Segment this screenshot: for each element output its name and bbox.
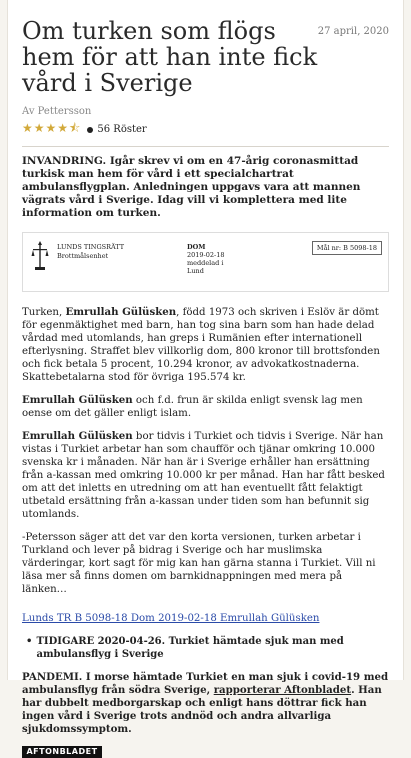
verdict-meddelad: meddelad i: [187, 259, 224, 267]
p1-name: Emrullah Gülüsken: [65, 306, 177, 318]
paragraph-5: [22, 671, 389, 736]
court-emblem-icon: [31, 239, 49, 273]
article-author[interactable]: Av Pettersson: [22, 106, 92, 117]
related-bullet[interactable]: [22, 635, 389, 661]
p5-pre: PANDEMI. I morse hämtade Turkiet en man sjuk i covid-19 med ambulansflyg från södra Sverige,: [22, 671, 389, 696]
court-document-link[interactable]: Lunds TR B 5098-18 Dom 2019-02-18 Emrullah Gülüsken: [22, 613, 320, 624]
article-title: Om turken som flögs hem för att han inte fick vård i Sverige: [22, 17, 318, 97]
rating-widget[interactable]: [22, 119, 389, 140]
aftonbladet-logo: AFTONBLADET: [22, 746, 102, 758]
p3-post: bor tidvis i Turkiet och tidvis i Sverige. När han vistas i Turkiet arbetar han som chaufför och tjänar omkring 10.000 svenska kr i månaden. När han är i Sverige erhåller han ersättning från a-kassan med omkring 10.000 kr per månad. Han har fått besked om att det inletts en utredning om att han eventuellt fått felaktigt utbetald ersättning från a-kassan under tiden som han befunnit sig utomlands.: [22, 431, 385, 520]
court-name-block: [57, 243, 124, 261]
article-page: [7, 0, 404, 756]
rating-dot-icon: [87, 127, 93, 133]
p2-name: Emrullah Gülüsken: [22, 394, 133, 406]
verdict-place: Lund: [187, 267, 204, 275]
paragraph-3: [22, 430, 389, 521]
p2-post: och f.d. frun är skilda enligt svensk lag men oense om det gäller enligt islam.: [22, 395, 363, 419]
p5-post: . Han har dubbelt medborgarskap och enligt hans döttrar fick han ingen vård i Sverige trots andnöd och andra allvarliga sjukdomssymptom.: [22, 684, 382, 735]
p1-pre: Turken,: [22, 307, 66, 318]
paragraph-4: -Petersson säger att det var den korta versionen, turken arbetar i Turkland och lever på bidrag i Sverige och har muslimska värderingar, kort sagt för mig kan han gärna stanna i Turkiet. Vill ni läsa mer så finns domen om barnkidnappningen med mera på länken…: [22, 532, 376, 595]
p1-post: , född 1973 och skriven i Eslöv är dömt för egenmäktighet med barn, han tog sina barn som han hade delad vårdad med utomlands, han greps i Rumänien efter internationell efterlysning. Straffet blev villkorlig dom, 800 kronor till brottsfonden och fick betala 5 procent, 10.294 kronor, av advokatkostnaderna. Skattebetalarna stod för övriga 195.574 kr.: [22, 307, 380, 383]
court-document-header: [22, 232, 389, 292]
paragraph-2: [22, 394, 389, 420]
case-number: Mål nr: B 5098-18: [312, 241, 382, 255]
verdict-label: DOM: [187, 243, 206, 251]
bullet-icon: •: [26, 636, 33, 647]
p3-name: Emrullah Gülüsken: [22, 430, 133, 442]
article-date: 27 april, 2020: [317, 26, 389, 37]
divider: [22, 146, 389, 147]
aftonbladet-link[interactable]: rapporterar Aftonbladet: [213, 684, 352, 696]
verdict-info: [187, 243, 224, 275]
votes-count: 56 Röster: [97, 124, 147, 135]
verdict-date: 2019-02-18: [187, 251, 225, 259]
paragraph-1: [22, 306, 389, 384]
star-rating-icons[interactable]: ★★★★⯪: [22, 121, 82, 135]
court-unit: Brottmålsenhet: [57, 252, 109, 260]
court-name: LUNDS TINGSRÄTT: [57, 243, 125, 251]
related-bullet-text: TIDIGARE 2020-04-26. Turkiet hämtade sjuk man med ambulansflyg i Sverige: [36, 636, 344, 660]
article-lead: INVANDRING. Igår skrev vi om en 47-årig coronasmittad turkisk man hem för vård i ett specialchartrat ambulansflygplan. Anledningen uppgavs vara att mannen vägrats vård i Sverige. Idag vill vi komplettera med lite information om turken.: [22, 155, 361, 219]
